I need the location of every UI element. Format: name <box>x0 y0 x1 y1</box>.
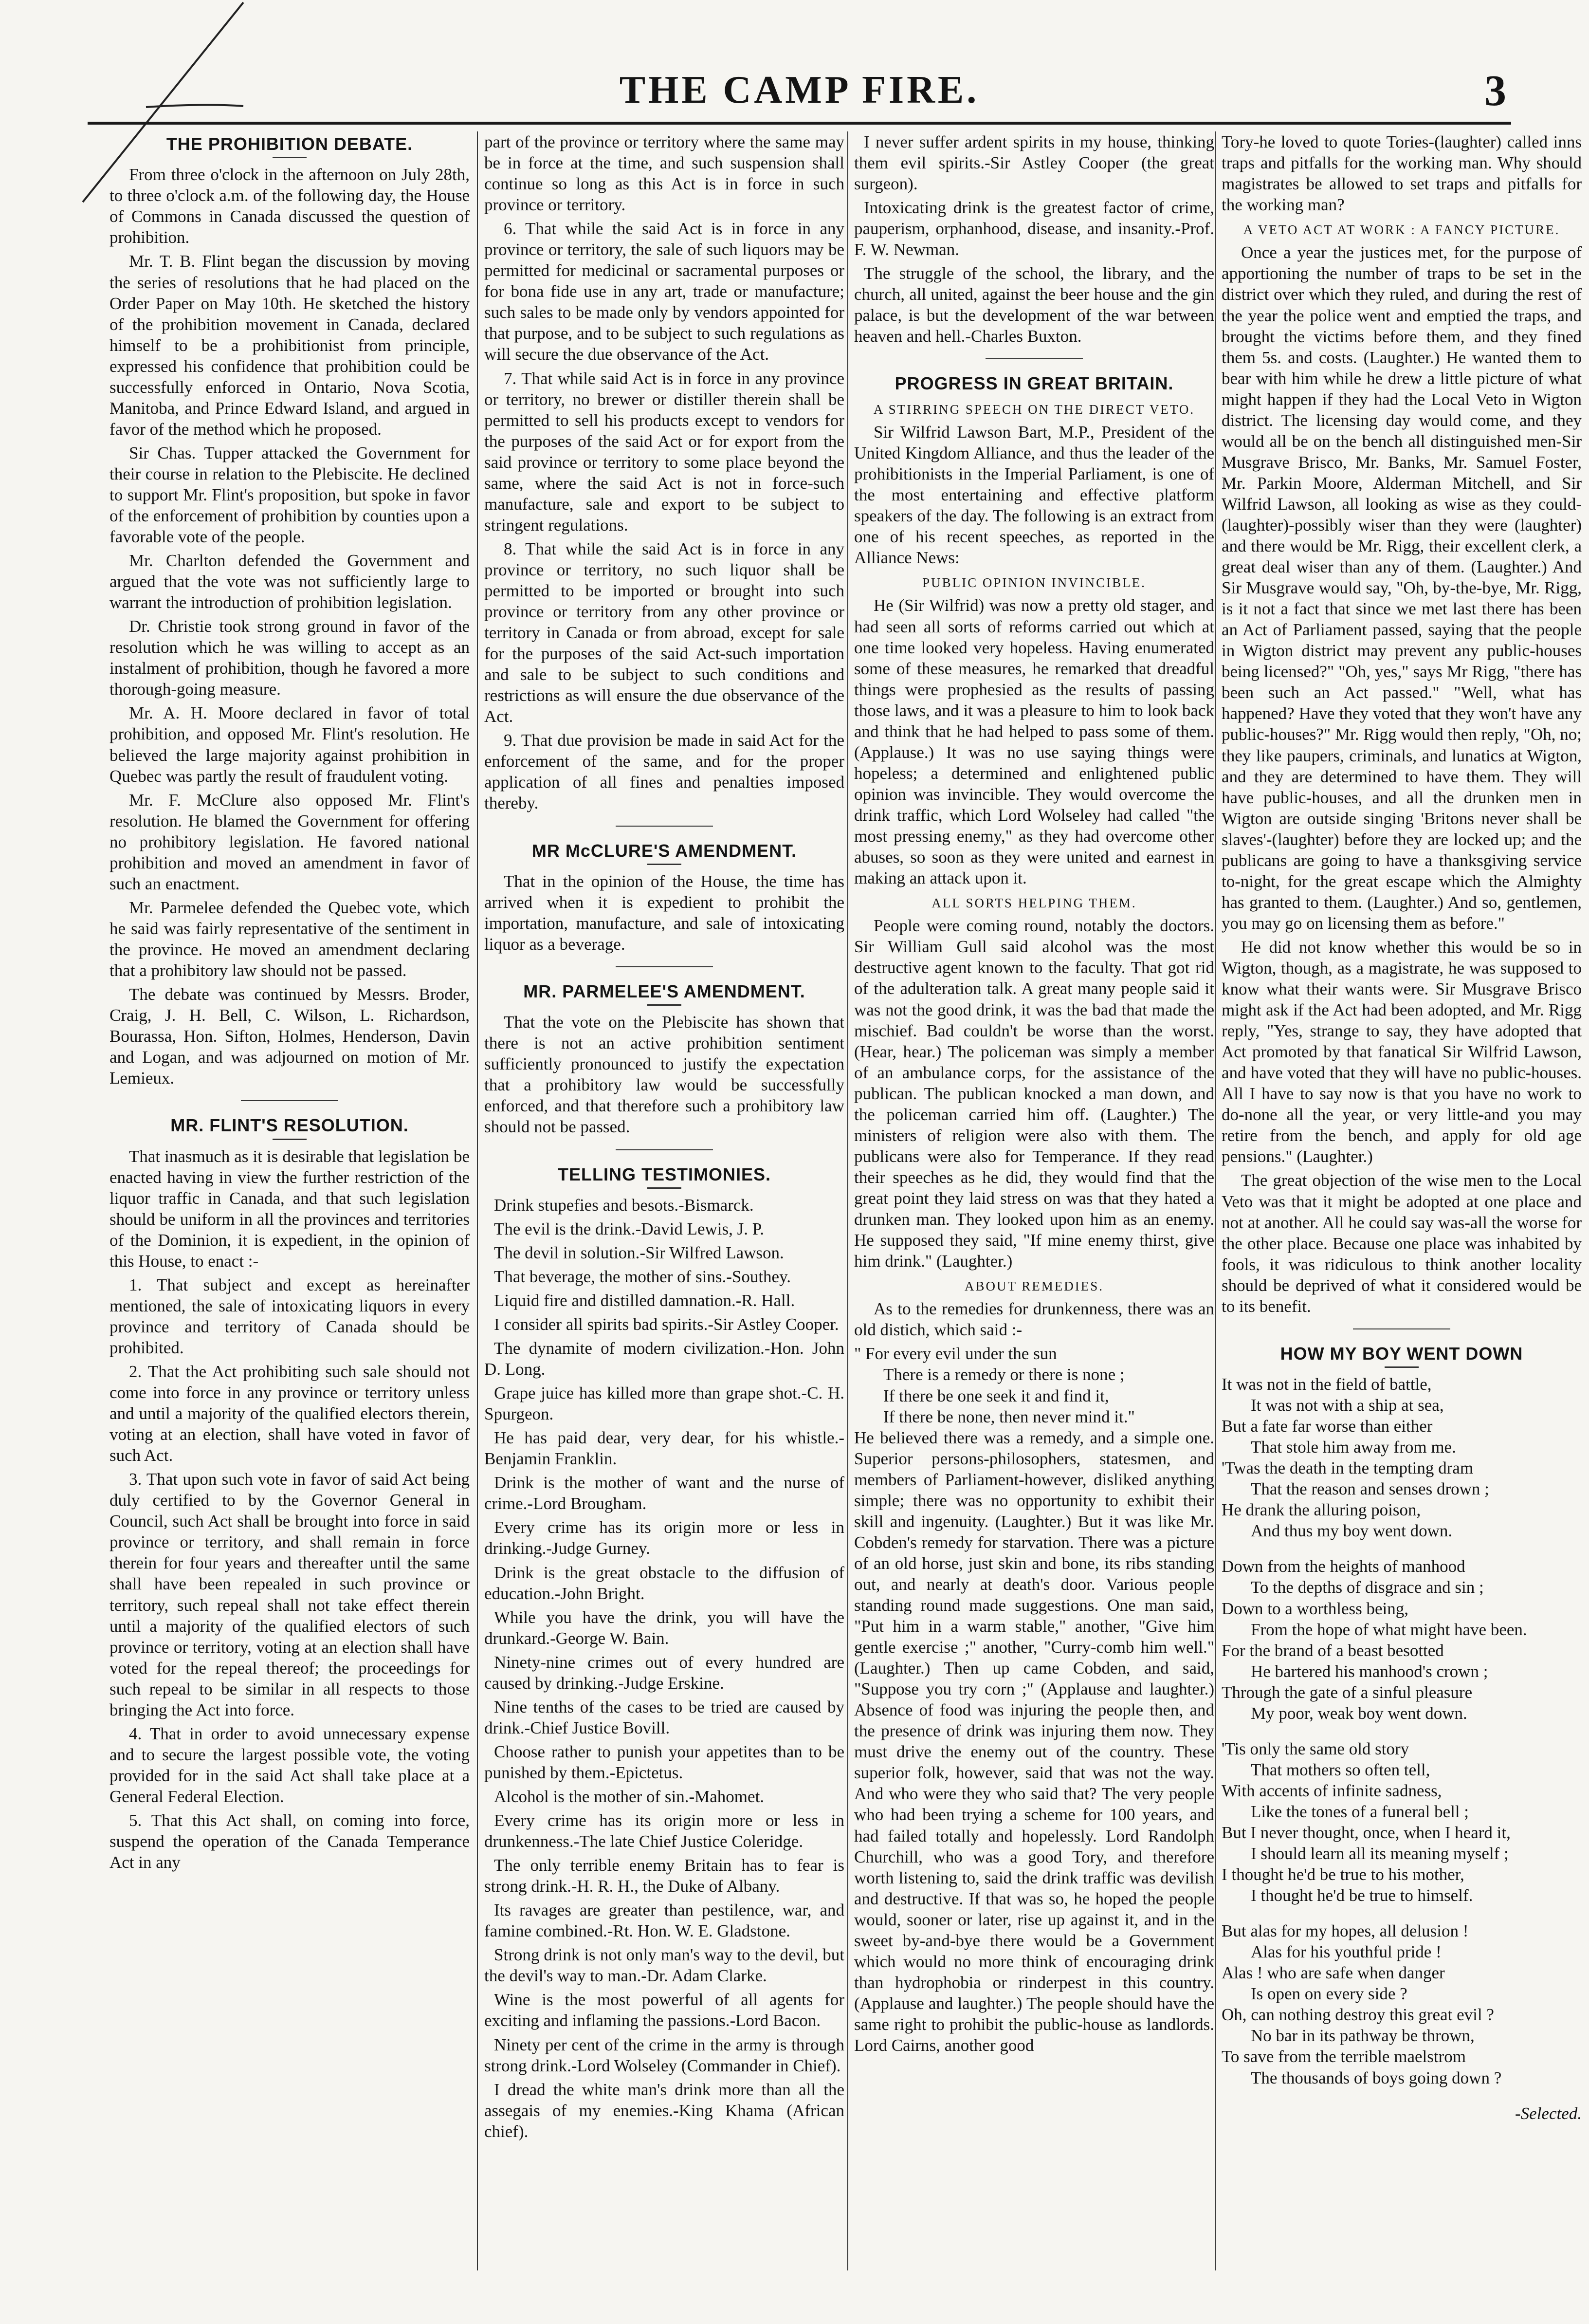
resolution-item: 9. That due provision be made in said Act for the enforcement of the same, and for the proper application of all fines and penalties imposed thereby. <box>484 731 844 813</box>
headline-parmelee-amendment: MR. PARMELEE'S AMENDMENT. <box>523 981 805 1001</box>
column-2 <box>484 131 844 2270</box>
divider <box>1353 1328 1450 1329</box>
paragraph: That in the opinion of the House, the time has arrived when it is expedient to prohibit the importation, manufacture, and sale of intoxicating liquor as a beverage. <box>484 871 844 954</box>
testimony: Ninety per cent of the crime in the army is through strong drink.-Lord Wolseley (Commander in Chief). <box>484 2035 844 2075</box>
headline-flint-resolution: MR. FLINT'S RESOLUTION. <box>170 1115 409 1136</box>
resolution-item: 8. That while the said Act is in force in any province or territory, no such liquor shall be permitted to be imported or brought into such province or territory from any other province or territory in Canada or from abroad, except for sale for the purposes of the said Act-such importation and sale to be subject to such conditions and restrictions as will ensure the due observance of the Act. <box>484 539 844 726</box>
paragraph: He believed there was a remedy, and a simple one. Superior persons-philosophers, statesmen, and members of Parliament-however, disliked anything simple; there was no opportunity to exhibit their skill and ingenuity. (Laughter.) But it was like Mr. Cobden's remedy for starvation. There was a picture of an old horse, just skin and bone, its ribs standing out, and nearly at death's door. Various people standing round made suggestions. One man said, "Put him in a warm stable," another, "Give him gentle exercise ;" another, "Curry-comb him well." (Laughter.) Then up came Cobden, and said, "Suppose you try corn ;" (Applause and laughter.) Absence of food was injuring the people then, and the presence of drink was injuring them now. They must drive the enemy out of the country. These superior folk, however, said that was not the way. And who were they who said that? The very people who had been trying a scheme for 100 years, and had failed totally and hopelessly. Lord Randolph Churchill, who was a good Tory, and therefore worth listening to, said the drink traffic was devilish and destructive. If that was so, he hoped the people would, sooner or later, rise up against it, and in the sweet by-and-bye there would be a Government which would no more think of encouraging drink than hydrophobia or rinderpest in this country. (Applause and laughter.) The people should have the same right to prohibit the public-house as landlords. Lord Cairns, another good <box>854 1428 1214 2055</box>
newspaper-title: THE CAMP FIRE. <box>619 69 980 111</box>
verse-line: Alas for his youthful pride ! <box>1251 1942 1442 1962</box>
resolution-item: 5. That this Act shall, on coming into force, suspend the operation of the Canada Temperance Act in any <box>110 1811 470 1872</box>
testimony: He has paid dear, very dear, for his whistle.-Benjamin Franklin. <box>484 1428 844 1469</box>
column-1 <box>110 131 470 2270</box>
verse-line: If there be none, then never mind it." <box>883 1407 1135 1426</box>
subheading: ABOUT REMEDIES. <box>964 1279 1104 1294</box>
verse-line: But a fate far worse than either <box>1222 1417 1433 1436</box>
testimony: The devil in solution.-Sir Wilfred Lawson. <box>494 1243 784 1262</box>
headline-progress-britain: PROGRESS IN GREAT BRITAIN. <box>895 373 1174 394</box>
divider <box>616 1149 713 1150</box>
column-rule <box>1215 131 1216 2270</box>
testimony: Drink stupefies and besots.-Bismarck. <box>494 1195 754 1215</box>
verse-line: Through the gate of a sinful pleasure <box>1222 1682 1473 1702</box>
headline-how-my-boy: HOW MY BOY WENT DOWN <box>1280 1343 1523 1364</box>
testimony: Wine is the most powerful of all agents for exciting and inflaming the passions.-Lord Bacon. <box>484 1990 844 2030</box>
paragraph: Mr. Charlton defended the Government and argued that the vote was not sufficiently large to warrant the introduction of prohibition legislation. <box>110 551 470 612</box>
testimony: Intoxicating drink is the greatest factor of crime, pauperism, orphanhood, disease, and insanity.-Prof. F. W. Newman. <box>854 198 1214 259</box>
paragraph: He (Sir Wilfrid) was now a pretty old stager, and had seen all sorts of reforms carried out which at one time looked very hopeless. Having enumerated some of these measures, he remarked that dreadful things were prophesied as the results of passing those laws, and it was a pleasure to him to look back and think that he had helped to pass some of them. (Applause.) It was no use saying things were hopeless; a determined and enlightened public opinion was invincible. They would overcome the drink traffic, which Lord Wolseley had called "the most pressing enemy," as they had overcome other abuses, so soon as they were united and earnest in making an attack upon it. <box>854 596 1214 888</box>
running-head <box>88 63 1511 125</box>
verse-line: The thousands of boys going down ? <box>1251 2068 1502 2087</box>
testimony: Drink is the mother of want and the nurse of crime.-Lord Brougham. <box>484 1473 844 1513</box>
testimony: The evil is the drink.-David Lewis, J. P. <box>494 1219 765 1238</box>
testimony: Nine tenths of the cases to be tried are caused by drink.-Chief Justice Bovill. <box>484 1697 844 1737</box>
verse-line: To the depths of disgrace and sin ; <box>1251 1578 1484 1597</box>
paragraph: From three o'clock in the afternoon on July 28th, to three o'clock a.m. of the following day, the House of Commons in Canada discussed the question of prohibition. <box>110 165 470 247</box>
testimony: Alcohol is the mother of sin.-Mahomet. <box>494 1787 765 1806</box>
column-4 <box>1222 131 1582 2270</box>
testimony: Drink is the great obstacle to the diffusion of education.-John Bright. <box>484 1563 844 1603</box>
testimony: I consider all spirits bad spirits.-Sir Astley Cooper. <box>494 1315 839 1334</box>
column-3 <box>854 131 1214 2270</box>
poem-attribution: -Selected. <box>1515 2103 1582 2123</box>
page-number: 3 <box>1484 67 1506 115</box>
testimony: Ninety-nine crimes out of every hundred are caused by drinking.-Judge Erskine. <box>484 1652 844 1693</box>
verse-line: From the hope of what might have been. <box>1251 1620 1527 1639</box>
divider <box>647 1004 681 1006</box>
testimony: While you have the drink, you will have the drunkard.-George W. Bain. <box>484 1607 844 1648</box>
divider <box>241 1100 338 1101</box>
verse-line: That the reason and senses drown ; <box>1251 1479 1489 1499</box>
testimony: The struggle of the school, the library, and the church, all united, against the beer house and the gin palace, is but the development of the war between heaven and hell.-Charles Buxton. <box>854 264 1214 346</box>
resolution-item: 2. That the Act prohibiting such sale should not come into force in any province or territory unless and until a majority of the qualified electors therein, voting at an election, shall have voted in favor of such Act. <box>110 1362 470 1465</box>
verse-line: 'Tis only the same old story <box>1222 1739 1409 1758</box>
divider <box>616 826 713 827</box>
verse-line: He drank the alluring poison, <box>1222 1500 1421 1520</box>
paragraph: As to the remedies for drunkenness, there was an old distich, which said :- <box>854 1299 1214 1340</box>
testimony: I never suffer ardent spirits in my house, thinking them evil spirits.-Sir Astley Cooper (the great surgeon). <box>854 132 1214 194</box>
divider <box>273 1139 307 1140</box>
paragraph: Dr. Christie took strong ground in favor of the resolution which he was willing to accept as an instalment of prohibition, though he favored a more thorough-going measure. <box>110 617 470 699</box>
testimony: Its ravages are greater than pestilence, war, and famine combined.-Rt. Hon. W. E. Gladstone. <box>484 1900 844 1941</box>
verse-line: And thus my boy went down. <box>1251 1521 1453 1541</box>
subheading: A STIRRING SPEECH ON THE DIRECT VETO. <box>873 402 1195 417</box>
headline-telling-testimonies: TELLING TESTIMONIES. <box>557 1164 771 1184</box>
verse-line: Down to a worthless being, <box>1222 1599 1408 1618</box>
distich <box>854 1343 1214 1427</box>
verse-line: If there be one seek it and find it, <box>883 1386 1109 1405</box>
verse-line: It was not in the field of battle, <box>1222 1375 1432 1394</box>
paragraph: Mr. Parmelee defended the Quebec vote, which he said was fairly representative of the sentiment in the province. He moved an amendment declaring that a prohibitory law should not be passed. <box>110 898 470 980</box>
verse-line: I thought he'd be true to his mother, <box>1222 1865 1464 1884</box>
verse-line: But alas for my hopes, all delusion ! <box>1222 1921 1469 1941</box>
verse-line: Alas ! who are safe when danger <box>1222 1963 1445 1983</box>
divider <box>273 157 307 158</box>
testimony: Grape juice has killed more than grape shot.-C. H. Spurgeon. <box>484 1383 844 1424</box>
testimony: That beverage, the mother of sins.-Southey. <box>494 1267 791 1286</box>
column-rule <box>477 131 478 2270</box>
testimony: I dread the white man's drink more than all the assegais of my enemies.-King Khama (African chief). <box>484 2080 844 2141</box>
verse-line: Down from the heights of manhood <box>1222 1557 1465 1576</box>
subheading: ALL SORTS HELPING THEM. <box>931 896 1137 911</box>
testimony: Every crime has its origin more or less in drinking.-Judge Gurney. <box>484 1518 844 1558</box>
subheading: PUBLIC OPINION INVINCIBLE. <box>922 575 1146 590</box>
divider <box>647 864 681 865</box>
paragraph: Tory-he loved to quote Tories-(laughter) called inns traps and pitfalls for the working man. Why should magistrates be allowed to set traps and pitfalls for the working man? <box>1222 132 1582 215</box>
paragraph: The debate was continued by Messrs. Broder, Craig, J. H. Bell, C. Wilson, L. Richardson, Bourassa, Hon. Sifton, Holmes, Henderson, Davin and Logan, and was adjourned on motion of Mr. Lemieux. <box>110 985 470 1088</box>
testimony: The only terrible enemy Britain has to fear is strong drink.-H. R. H., the Duke of Albany. <box>484 1856 844 1896</box>
testimony: The dynamite of modern civilization.-Hon. John D. Long. <box>484 1339 844 1379</box>
testimony: Liquid fire and distilled damnation.-R. Hall. <box>494 1291 795 1310</box>
resolution-item: 3. That upon such vote in favor of said Act being duly certified to by the Governor General in Council, such Act shall be brought into force in said province or territory, and shall remain in force therein for four years and thereafter until the same shall have been repealed in such province or territory, such repeal shall not take effect therein until a majority of the qualified electors of such province or territory, voting at an election shall have voted for the repeal thereof; the proceedings for such repeal to be similar in all respects to those bringing the Act into force. <box>110 1470 470 1719</box>
verse-line: I should learn all its meaning myself ; <box>1251 1844 1509 1863</box>
verse-line: " For every evil under the sun <box>854 1344 1057 1364</box>
verse-line: I thought he'd be true to himself. <box>1251 1886 1473 1905</box>
verse-line: It was not with a ship at sea, <box>1251 1396 1444 1415</box>
paragraph: Mr. T. B. Flint began the discussion by moving the series of resolutions that he had placed on the Order Paper on May 10th. He sketched the history of the prohibition movement in Canada, declared himself to be a prohibitionist from principle, expressed his confidence that prohibition could be successfully enforced in Ontario, Nova Scotia, Manitoba, and Prince Edward Island, and argued in favor of the method which he proposed. <box>110 252 470 439</box>
verse-line: He bartered his manhood's crown ; <box>1251 1661 1488 1681</box>
testimony: Strong drink is not only man's way to the devil, but the devil's way to man.-Dr. Adam Clarke. <box>484 1945 844 1986</box>
paragraph: That inasmuch as it is desirable that legislation be enacted having in view the further restriction of the liquor traffic in Canada, and that such legislation should be uniform in all the provinces and territories of the Dominion, it is expedient, in the opinion of this House, to enact :- <box>110 1146 470 1271</box>
poem <box>1222 1374 1582 2124</box>
paragraph: The great objection of the wise men to the Local Veto was that it might be adopted at one place and not at another. All he could say was-all the worse for the other place. Because one place was inhabited by fools, it was ridiculous to think another locality should be deprived of what it considered would be to its benefit. <box>1222 1171 1582 1316</box>
paragraph: Mr. F. McClure also opposed Mr. Flint's resolution. He blamed the Government for offering no prohibitory legislation. He favored national prohibition and moved an amendment in favor of such an enactment. <box>110 790 470 893</box>
stanza <box>1222 1920 1582 2088</box>
resolution-item: 7. That while said Act is in force in any province or territory, no brewer or distiller therein shall be permitted to sell his products except to vendors for the purposes of the said Act or for export from the said province or territory to some place beyond the same, where the said Act is not in force-such manufacture, sale and export to be subject to stringent regulations. <box>484 369 844 535</box>
paragraph: part of the province or territory where the same may be in force at the time, and such suspension shall continue so long as this Act is in force in such province or territory. <box>484 132 844 215</box>
divider <box>647 1187 681 1189</box>
paragraph: Mr. A. H. Moore declared in favor of total prohibition, and opposed Mr. Flint's resolution. He believed the large majority against prohibition in Quebec was partly the result of fraudulent voting. <box>110 703 470 786</box>
paragraph: Once a year the justices met, for the purpose of apportioning the number of traps to be set in the district over which they ruled, and during the rest of the year the police went and emptied the traps, and brought the victims before them, and they fined them 5s. and costs. (Laughter.) He wanted them to bear with him while he drew a little picture of what might happen if they had the Local Veto in Wigton district. The licensing day would come, and they would all be on the bench all distinguished men-Sir Musgrave Brisco, Mr. Banks, Mr. Samuel Foster, Mr. Parkin Moore, Alderman Mitchell, and Sir Wilfrid Lawson, all looking as wise as they could-(laughter)-possibly wiser than they were (laughter) and there would be Mr. Rigg, their excellent clerk, a great deal wiser than any of them. (Laughter.) And Sir Musgrave would say, "Oh, by-the-bye, Mr. Rigg, is it not a fact that since we met last there has been an Act of Parliament passed, saying that the people in Wigton district may prevent any public-houses being licensed?" "Oh, yes," says Mr Rigg, "there has been such an Act passed." "Well, what has happened? Have they voted that they won't have any public-houses?" Mr. Rigg would then reply, "Oh, no; they like paupers, criminals, and lunatics at Wigton, and they are determined to have them. They will have public-houses, and all the drunken men in Wigton are outside singing 'Britons never shall be slaves'-(laughter) before they are locked up; and the publicans are going to have a thanksgiving service to-night, for the great escape which the Almighty has granted to them. (Laughter.) And so, gentlemen, you may go on licensing them as before." <box>1222 243 1582 933</box>
paragraph: He did not know whether this would be so in Wigton, though, as a magistrate, he was supposed to know what their wants were. Sir Musgrave Brisco might ask if the Act had been adopted, and Mr. Rigg reply, "Yes, strange to say, they have adopted that Act promoted by that fanatical Sir Wilfrid Lawson, and have voted that they will have no public-houses. All I have to say now is that you have no work to do-none all the year, or very little-and you may retire from the bench, and apply for old age pensions." (Laughter.) <box>1222 937 1582 1166</box>
divider <box>986 358 1083 359</box>
paragraph: Sir Chas. Tupper attacked the Government for their course in relation to the Plebiscite. He declined to support Mr. Flint's proposition, but spoke in favor of the enforcement of prohibition by counties upon a favorable vote of the people. <box>110 443 470 547</box>
divider <box>1385 1366 1419 1368</box>
verse-line: Is open on every side ? <box>1251 1984 1407 2004</box>
resolution-item: 1. That subject and except as hereinafter mentioned, the sale of intoxicating liquors in every province and territory of Canada should be prohibited. <box>110 1275 470 1357</box>
headline-prohibition-debate: THE PROHIBITION DEBATE. <box>166 134 413 154</box>
verse-line: That mothers so often tell, <box>1251 1760 1430 1779</box>
paragraph: That the vote on the Plebiscite has shown that there is not an active prohibition sentiment sufficiently pronounced to justify the expectation that a prohibitory law would be successfully enforced, and that therefore such a prohibitory law should not be passed. <box>484 1013 844 1137</box>
verse-line: With accents of infinite sadness, <box>1222 1781 1442 1800</box>
testimony: Every crime has its origin more or less in drunkenness.-The late Chief Justice Coleridge. <box>484 1811 844 1851</box>
testimony: Choose rather to punish your appetites than to be punished by them.-Epictetus. <box>484 1742 844 1782</box>
verse-line: My poor, weak boy went down. <box>1251 1703 1467 1723</box>
divider <box>616 966 713 967</box>
stanza <box>1222 1374 1582 1541</box>
paragraph: People were coming round, notably the doctors. Sir William Gull said alcohol was the most destructive agent known to the faculty. That got rid of the adulteration talk. A great many people said it was not the good drink, it was the bad that made the mischief. Bad couldn't be worse than the worst. (Hear, hear.) The policeman was simply a member of an ambulance corps, for the assistance of the publican. The publican knocked a man down, and the policeman carried him off. (Laughter.) The ministers of religion were also with them. The publicans were also for Temperance. If they read their speeches as he did, they would find that the great point they laid stress on was that they hated a drunken man. They looked upon him as an enemy. He supposed they said, "If mine enemy thirst, give him drink." (Laughter.) <box>854 916 1214 1271</box>
stanza <box>1222 1556 1582 1723</box>
verse-line: That stole him away from me. <box>1251 1438 1456 1457</box>
resolution-item: 4. That in order to avoid unnecessary expense and to secure the largest possible vote, the voting provided for in the said Act shall take place at a General Federal Election. <box>110 1724 470 1806</box>
column-rule <box>847 131 848 2270</box>
verse-line: Like the tones of a funeral bell ; <box>1251 1802 1469 1821</box>
verse-line: There is a remedy or there is none ; <box>883 1365 1125 1384</box>
verse-line: 'Twas the death in the tempting dram <box>1222 1458 1474 1478</box>
resolution-item: 6. That while the said Act is in force in any province or territory, the sale of such liquors may be permitted for medicinal or sacramental purposes or for bona fide use in any art, trade or manufacture; such sales to be made only by vendors appointed for that purpose, and to be subject to such regulations as will secure the due observance of the Act. <box>484 219 844 364</box>
paragraph: Sir Wilfrid Lawson Bart, M.P., President of the United Kingdom Alliance, and thus the leader of the prohibitionists in the Imperial Parliament, is one of the most entertaining and effective platform speakers of the day. The following is an extract from one of his recent speeches, as reported in the Alliance News: <box>854 422 1214 568</box>
headline-mcclure-amendment: MR McCLURE'S AMENDMENT. <box>531 840 797 861</box>
stanza <box>1222 1738 1582 1906</box>
verse-line: No bar in its pathway be thrown, <box>1251 2026 1475 2046</box>
verse-line: To save from the terrible maelstrom <box>1222 2047 1466 2066</box>
verse-line: But I never thought, once, when I heard it, <box>1222 1823 1511 1842</box>
verse-line: Oh, can nothing destroy this great evil ? <box>1222 2005 1494 2025</box>
verse-line: For the brand of a beast besotted <box>1222 1641 1444 1660</box>
subheading: A VETO ACT AT WORK : A FANCY PICTURE. <box>1243 222 1560 238</box>
